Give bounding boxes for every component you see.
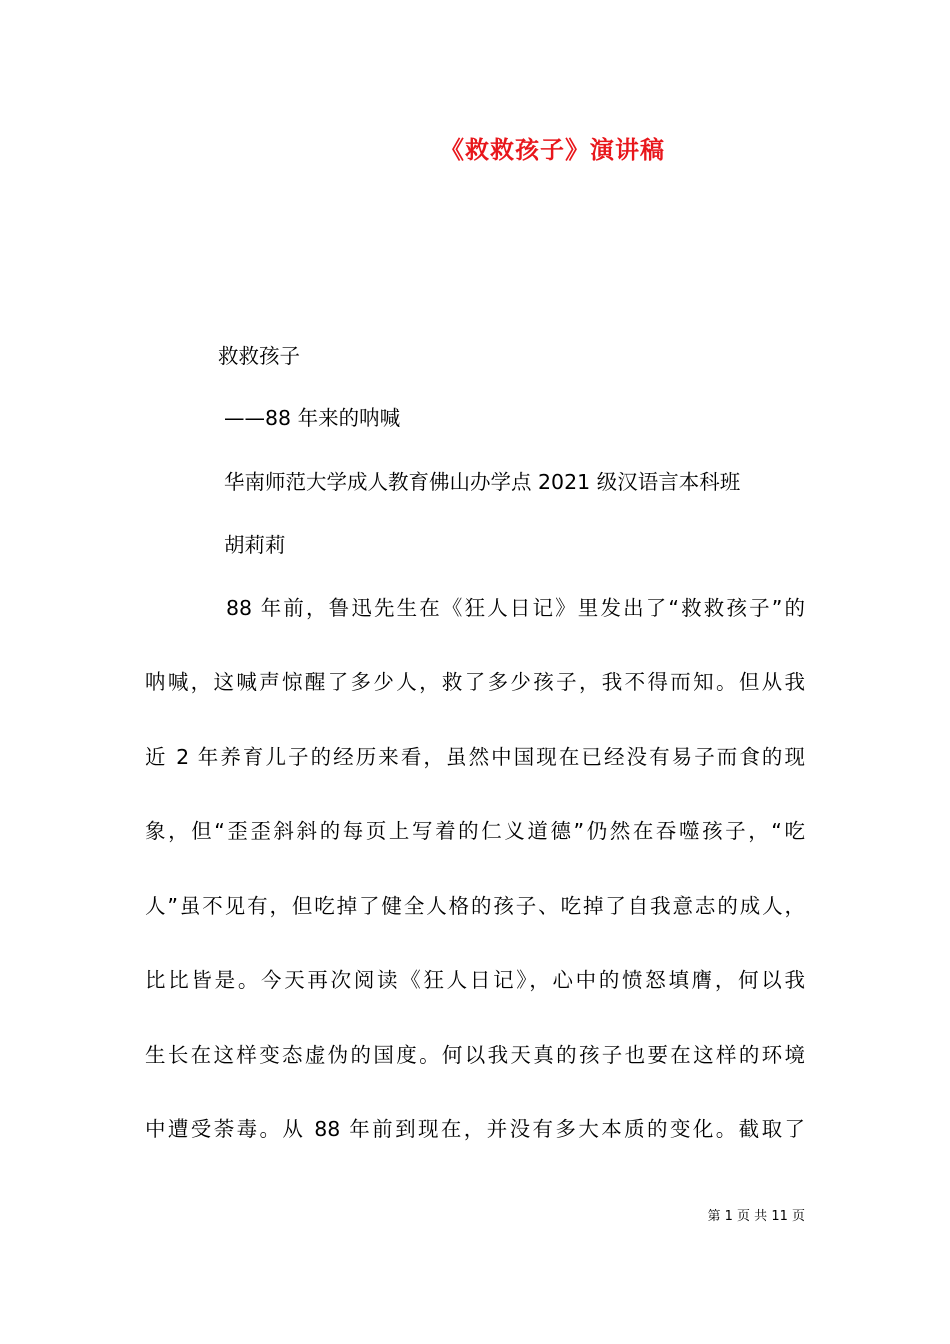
body-line: 88 年前，鲁迅先生在《狂人日记》里发出了“救救孩子”的 — [226, 596, 805, 620]
author-affiliation: 华南师范大学成人教育佛山办学点 2021 级汉语言本科班 — [224, 470, 741, 494]
body-line: 中遭受荼毒。从 88 年前到现在，并没有多大本质的变化。截取了 — [145, 1117, 805, 1141]
author-name: 胡莉莉 — [224, 533, 286, 557]
body-line: 生长在这样变态虚伪的国度。何以我天真的孩子也要在这样的环境 — [145, 1043, 805, 1067]
body-line: 呐喊，这喊声惊醒了多少人，救了多少孩子，我不得而知。但从我 — [145, 670, 805, 694]
body-line: 比比皆是。今天再次阅读《狂人日记》，心中的愤怒填膺，何以我 — [145, 968, 805, 992]
speech-subtitle: ——88 年来的呐喊 — [224, 406, 401, 430]
body-line: 象，但“歪歪斜斜的每页上写着的仁义道德”仍然在吞噬孩子，“吃 — [145, 819, 805, 843]
page-title: 《救救孩子》演讲稿 — [440, 136, 665, 164]
body-line: 近 2 年养育儿子的经历来看，虽然中国现在已经没有易子而食的现 — [145, 745, 805, 769]
speech-heading: 救救孩子 — [218, 344, 300, 368]
body-line: 人”虽不见有，但吃掉了健全人格的孩子、吃掉了自我意志的成人， — [145, 894, 805, 918]
page-footer: 第 1 页 共 11 页 — [707, 1209, 805, 1224]
